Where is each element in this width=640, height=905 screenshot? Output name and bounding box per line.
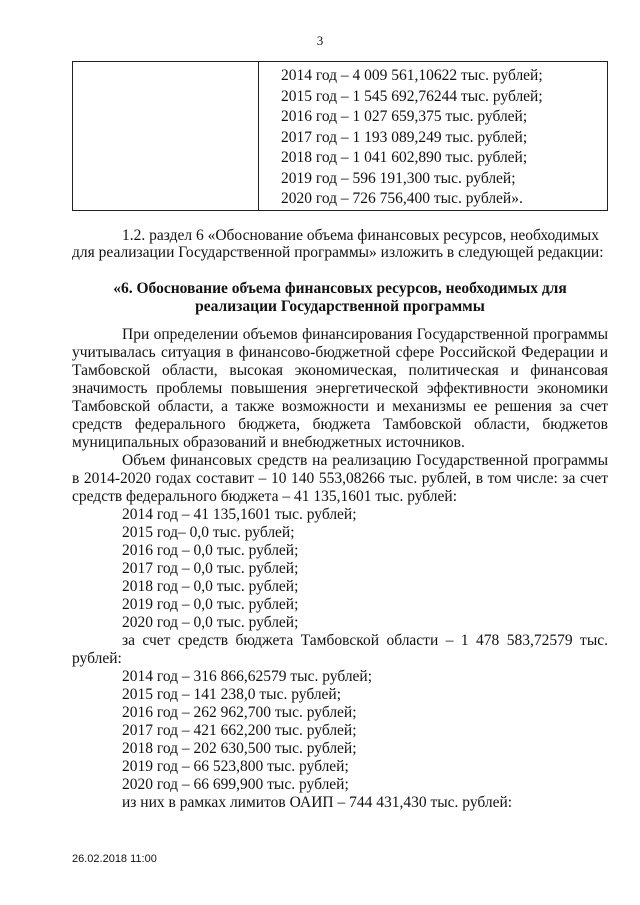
paragraph-line: Тамбовской области, а также возможности и механизмы ее решения за счет — [72, 398, 608, 415]
regional-year-line: 2016 год – 262 962,700 тыс. рублей; — [122, 704, 357, 721]
paragraph-line: средств федерального бюджета – 41 135,1601 тыс. рублей: — [72, 488, 458, 505]
regional-line: за счет средств бюджета Тамбовской области – 1 478 583,72579 тыс. — [122, 632, 608, 649]
funding-table — [72, 61, 608, 211]
federal-year-line: 2019 год – 0,0 тыс. рублей; — [122, 596, 299, 613]
table-values-cell — [259, 62, 608, 211]
table-line: 2019 год – 596 191,300 тыс. рублей; — [281, 169, 516, 187]
table-line: 2018 год – 1 041 602,890 тыс. рублей; — [281, 149, 528, 166]
regional-year-line: 2019 год – 66 523,800 тыс. рублей; — [122, 758, 349, 775]
table-line: 2015 год – 1 545 692,76244 тыс. рублей; — [281, 87, 543, 105]
federal-year-line: 2017 год – 0,0 тыс. рублей; — [122, 560, 299, 577]
table-empty-cell — [73, 62, 259, 211]
paragraph-line: средств федерального бюджета, бюджета Тамбовской области, бюджетов — [72, 416, 608, 433]
federal-year-line: 2015 год– 0,0 тыс. рублей; — [122, 524, 295, 541]
paragraph-line: При определении объемов финансирования Государственной программы — [122, 326, 608, 343]
federal-year-line: 2016 год – 0,0 тыс. рублей; — [122, 542, 299, 559]
footer-timestamp: 26.02.2018 11:00 — [72, 853, 157, 865]
regional-year-line: 2015 год – 141 238,0 тыс. рублей; — [122, 686, 342, 703]
section-heading: «6. Обоснование объема финансовых ресурсов, необходимых для — [113, 280, 567, 297]
table-line: 2016 год – 1 027 659,375 тыс. рублей; — [281, 108, 528, 125]
table-line: 2020 год – 726 756,400 тыс. рублей». — [281, 190, 523, 207]
regional-year-line: 2014 год – 316 866,62579 тыс. рублей; — [122, 668, 373, 685]
paragraph-line: Тамбовской области, высокая экономическая, политическая и финансовая — [72, 362, 608, 379]
federal-year-line: 2020 год – 0,0 тыс. рублей; — [122, 614, 299, 631]
paragraph-line: значимость проблемы повышения энергетической эффективности экономики — [72, 380, 608, 397]
paragraph-line: учитывалась ситуация в финансово-бюджетной сфере Российской Федерации и — [72, 344, 608, 361]
table-row — [73, 62, 608, 211]
paragraph-line: в 2014-2020 годах составит – 10 140 553,08266 тыс. рублей, в том числе: за счет — [72, 470, 608, 487]
page-number: 3 — [316, 33, 324, 48]
paragraph-line: Объем финансовых средств на реализацию Государственной программы — [122, 452, 608, 469]
table-line: 2017 год – 1 193 089,249 тыс. рублей; — [281, 128, 528, 146]
amendment-line: для реализации Государственной программы» изложить в следующей редакции: — [72, 244, 604, 261]
amendment-line: 1.2. раздел 6 «Обоснование объема финансовых ресурсов, необходимых — [122, 227, 599, 244]
federal-year-line: 2014 год – 41 135,1601 тыс. рублей; — [122, 506, 357, 523]
oaip-line: из них в рамках лимитов ОАИП – 744 431,430 тыс. рублей: — [122, 794, 513, 811]
federal-year-line: 2018 год – 0,0 тыс. рублей; — [122, 578, 299, 595]
regional-year-line: 2020 год – 66 699,900 тыс. рублей; — [122, 776, 349, 793]
paragraph-line: муниципальных образований и внебюджетных источников. — [72, 434, 465, 451]
regional-line: рублей: — [72, 650, 122, 667]
regional-year-line: 2018 год – 202 630,500 тыс. рублей; — [122, 740, 357, 757]
section-heading: реализации Государственной программы — [195, 298, 485, 315]
regional-year-line: 2017 год – 421 662,200 тыс. рублей; — [122, 722, 357, 739]
table-line: 2014 год – 4 009 561,10622 тыс. рублей; — [281, 67, 543, 84]
